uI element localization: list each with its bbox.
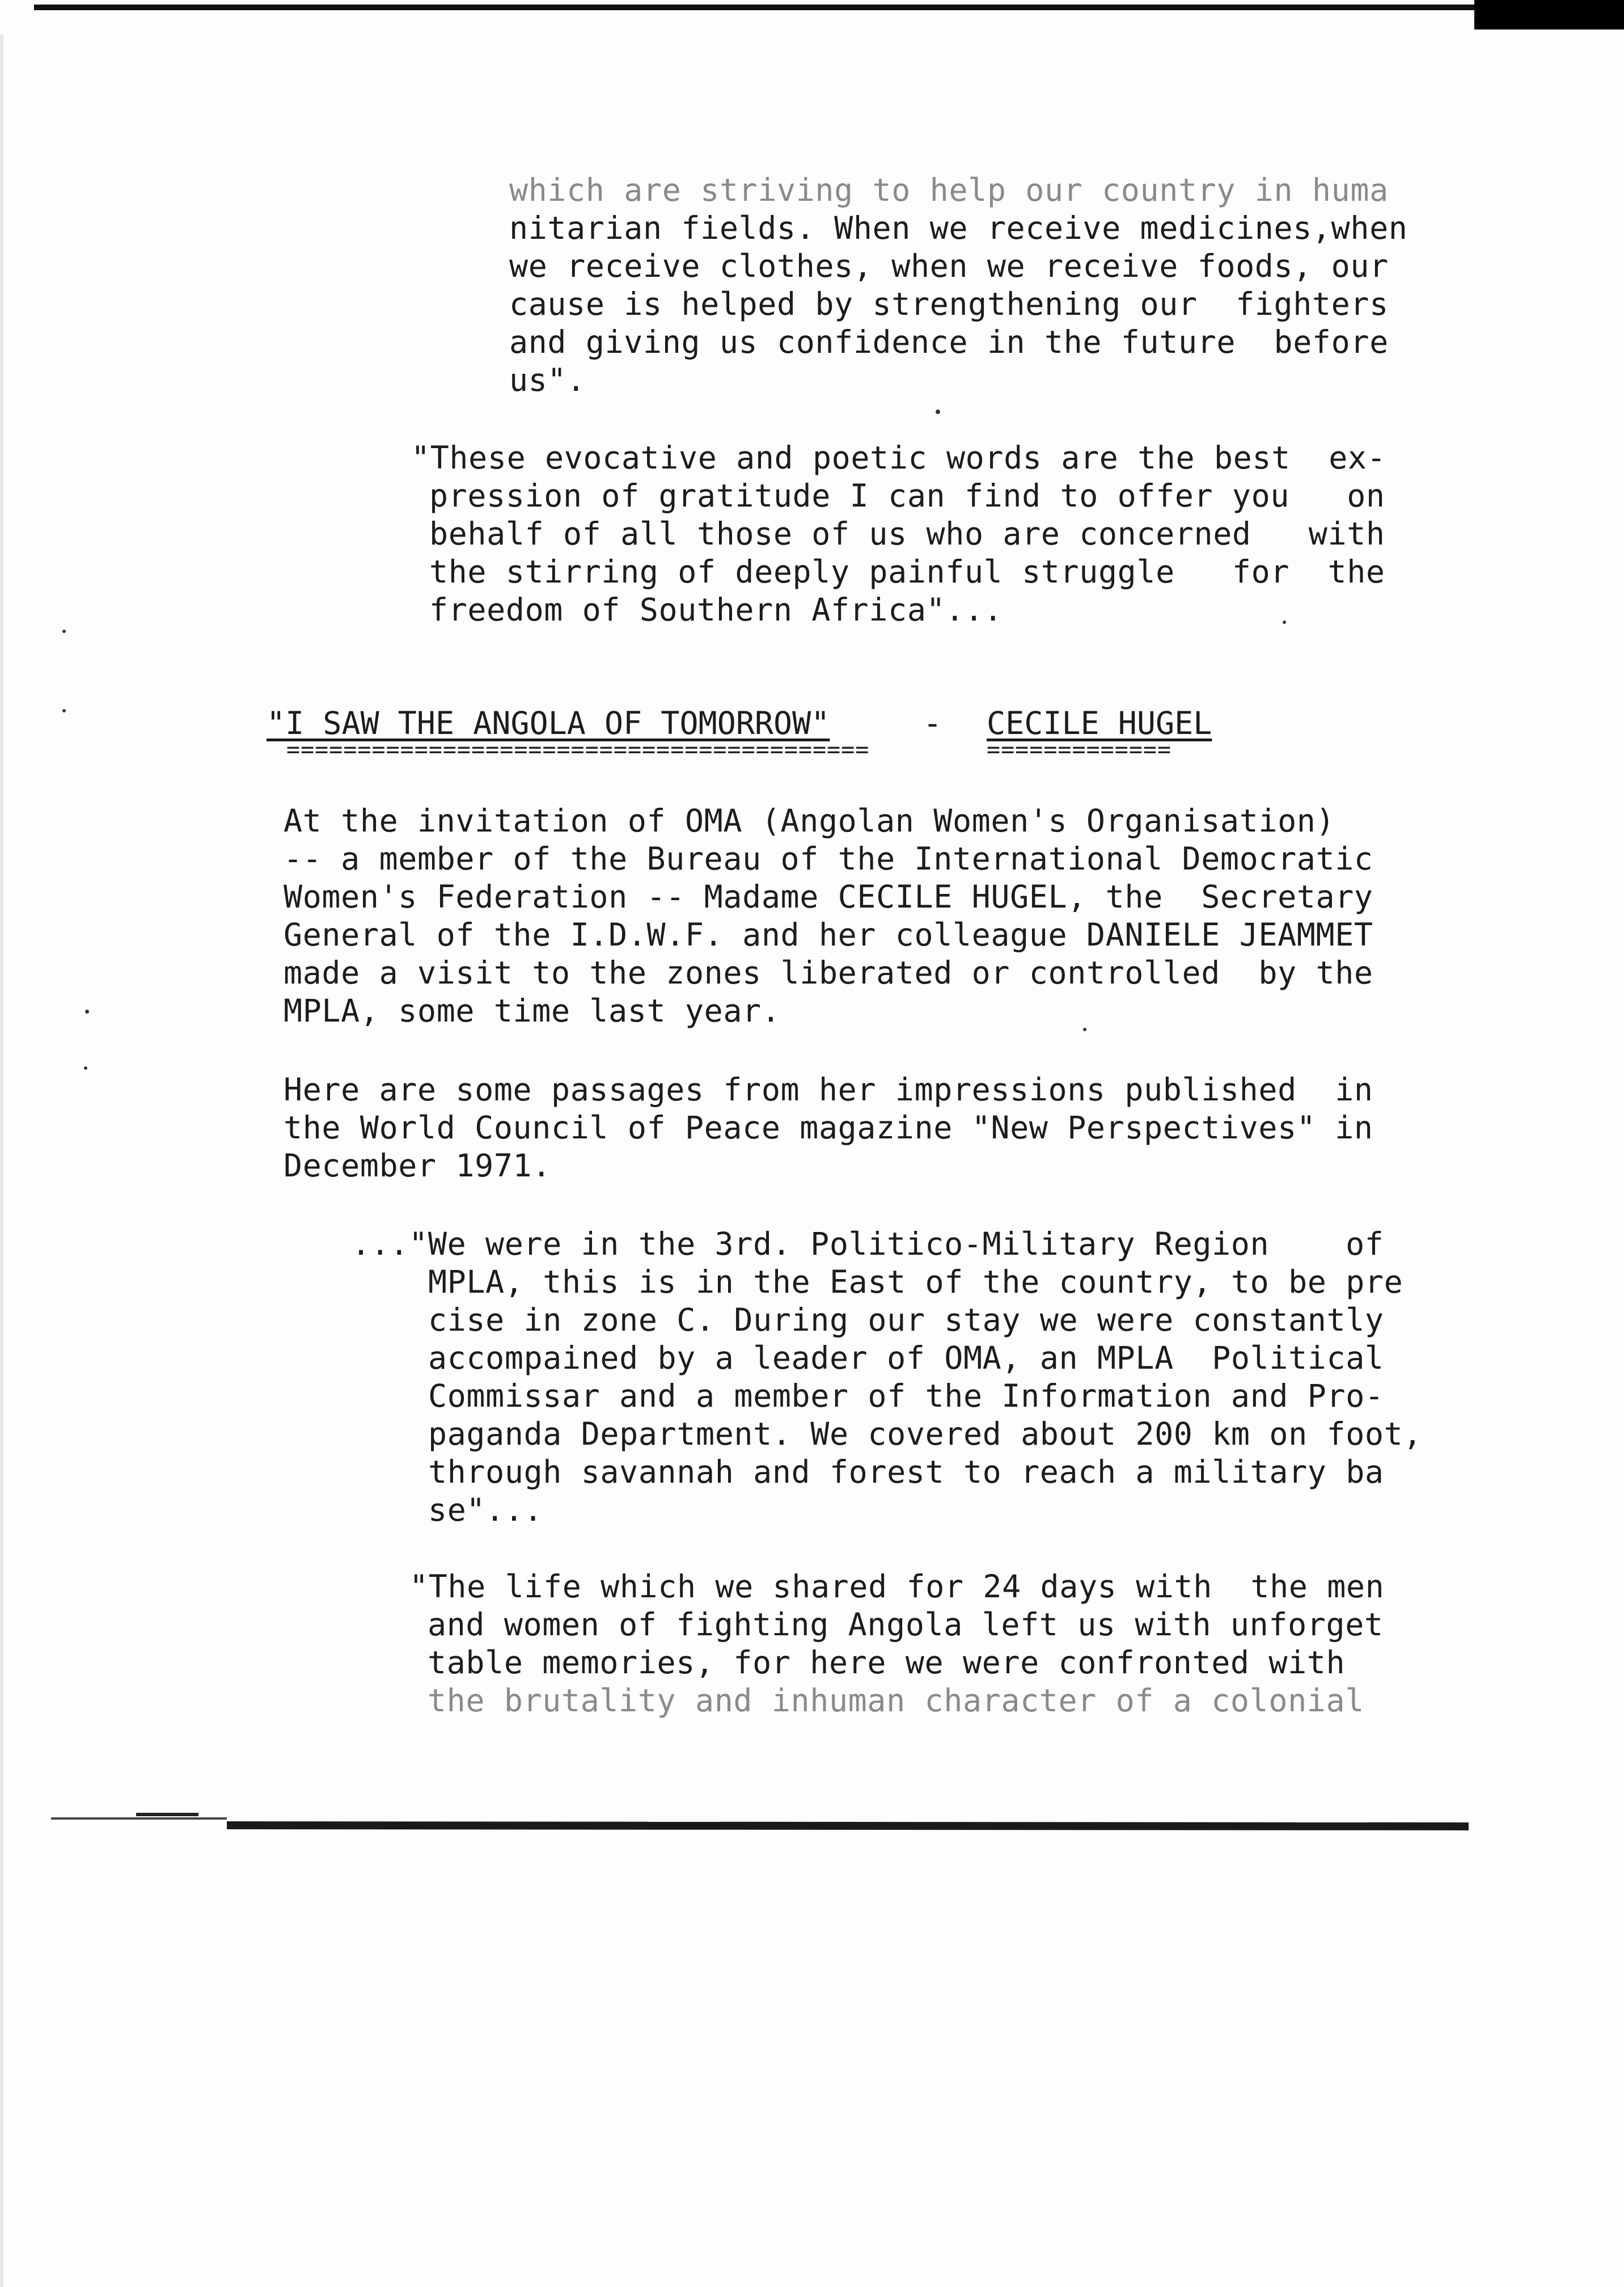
quote-line: we receive clothes, when we receive foods, our (509, 248, 1389, 284)
bottom-rule-stub (136, 1813, 198, 1816)
paragraph-line: made a visit to the zones liberated or controlled by the (284, 955, 1373, 991)
paragraph-line: At the invitation of OMA (Angolan Women's Organisation) (284, 803, 1335, 839)
continuation-quote (509, 171, 1408, 399)
double-underline: ============= (987, 737, 1172, 763)
quote-line: pression of gratitude I can find to offer you on (429, 478, 1385, 514)
life-quote (409, 1568, 1384, 1720)
quote-line: nitarian fields. When we receive medicines,when (509, 210, 1408, 246)
region-quote (352, 1225, 1422, 1529)
quote-line: cise in zone C. During our stay we were constantly (428, 1302, 1384, 1338)
source-paragraph (284, 1071, 1373, 1185)
paragraph-line: December 1971. (284, 1147, 551, 1184)
quote-line: freedom of Southern Africa"... (429, 592, 1003, 628)
section-heading-separator: - (923, 705, 942, 741)
quote-line: the stirring of deeply painful struggle for the (429, 554, 1385, 590)
double-underline: ========================================= (286, 737, 870, 763)
quote-line: table memories, for here we were confronted with (428, 1644, 1346, 1681)
quote-line: through savannah and forest to reach a military ba (428, 1454, 1384, 1490)
quote-line: cause is helped by strengthening our fighters (509, 286, 1389, 322)
bottom-rule-left (51, 1817, 227, 1820)
left-page-edge (0, 34, 3, 2287)
paragraph-line: Here are some passages from her impressions published in (284, 1071, 1373, 1108)
paragraph-line: -- a member of the Bureau of the International Democratic (284, 841, 1373, 877)
top-corner-mark (1474, 0, 1624, 29)
quote-line: the brutality and inhuman character of a colonial (428, 1682, 1364, 1719)
quote-line: accompained by a leader of OMA, an MPLA Political (428, 1340, 1384, 1376)
paragraph-line: Women's Federation -- Madame CECILE HUGEL, the Secretary (284, 879, 1373, 915)
paragraph-line: the World Council of Peace magazine "New Perspectives" in (284, 1109, 1373, 1146)
intro-paragraph (284, 802, 1373, 1030)
scan-speck (62, 630, 66, 633)
scan-speck (62, 709, 66, 712)
scan-speck (84, 1066, 87, 1070)
quote-line: and women of fighting Angola left us with unforget (428, 1606, 1384, 1643)
section-heading-title: "I SAW THE ANGOLA OF TOMORROW" (267, 705, 830, 741)
section-heading-author: CECILE HUGEL (987, 705, 1212, 741)
top-border (34, 5, 1491, 10)
gratitude-quote (411, 439, 1386, 629)
paragraph-line: General of the I.D.W.F. and her colleague DANIELE JEAMMET (284, 917, 1373, 953)
quote-line: ..."We were in the 3rd. Politico-Military Region of (352, 1226, 1384, 1262)
scan-speck (936, 410, 940, 414)
quote-line: "The life which we shared for 24 days with the men (409, 1568, 1385, 1605)
quote-line: paganda Department. We covered about 200 km on foot, (428, 1416, 1423, 1452)
bottom-rule (227, 1821, 1469, 1830)
quote-line: Commissar and a member of the Information and Pro- (428, 1378, 1384, 1414)
quote-line: us". (509, 362, 586, 398)
quote-line: behalf of all those of us who are concerned with (429, 516, 1385, 552)
quote-line: and giving us confidence in the future before (509, 324, 1389, 360)
paragraph-line: MPLA, some time last year. (284, 993, 781, 1029)
quote-line: se"... (428, 1492, 543, 1528)
scan-speck (85, 1010, 89, 1014)
quote-line: MPLA, this is in the East of the country, to be pre (428, 1264, 1403, 1300)
quote-line: "These evocative and poetic words are the best ex- (411, 440, 1386, 476)
quote-line: which are striving to help our country in huma (509, 172, 1389, 208)
